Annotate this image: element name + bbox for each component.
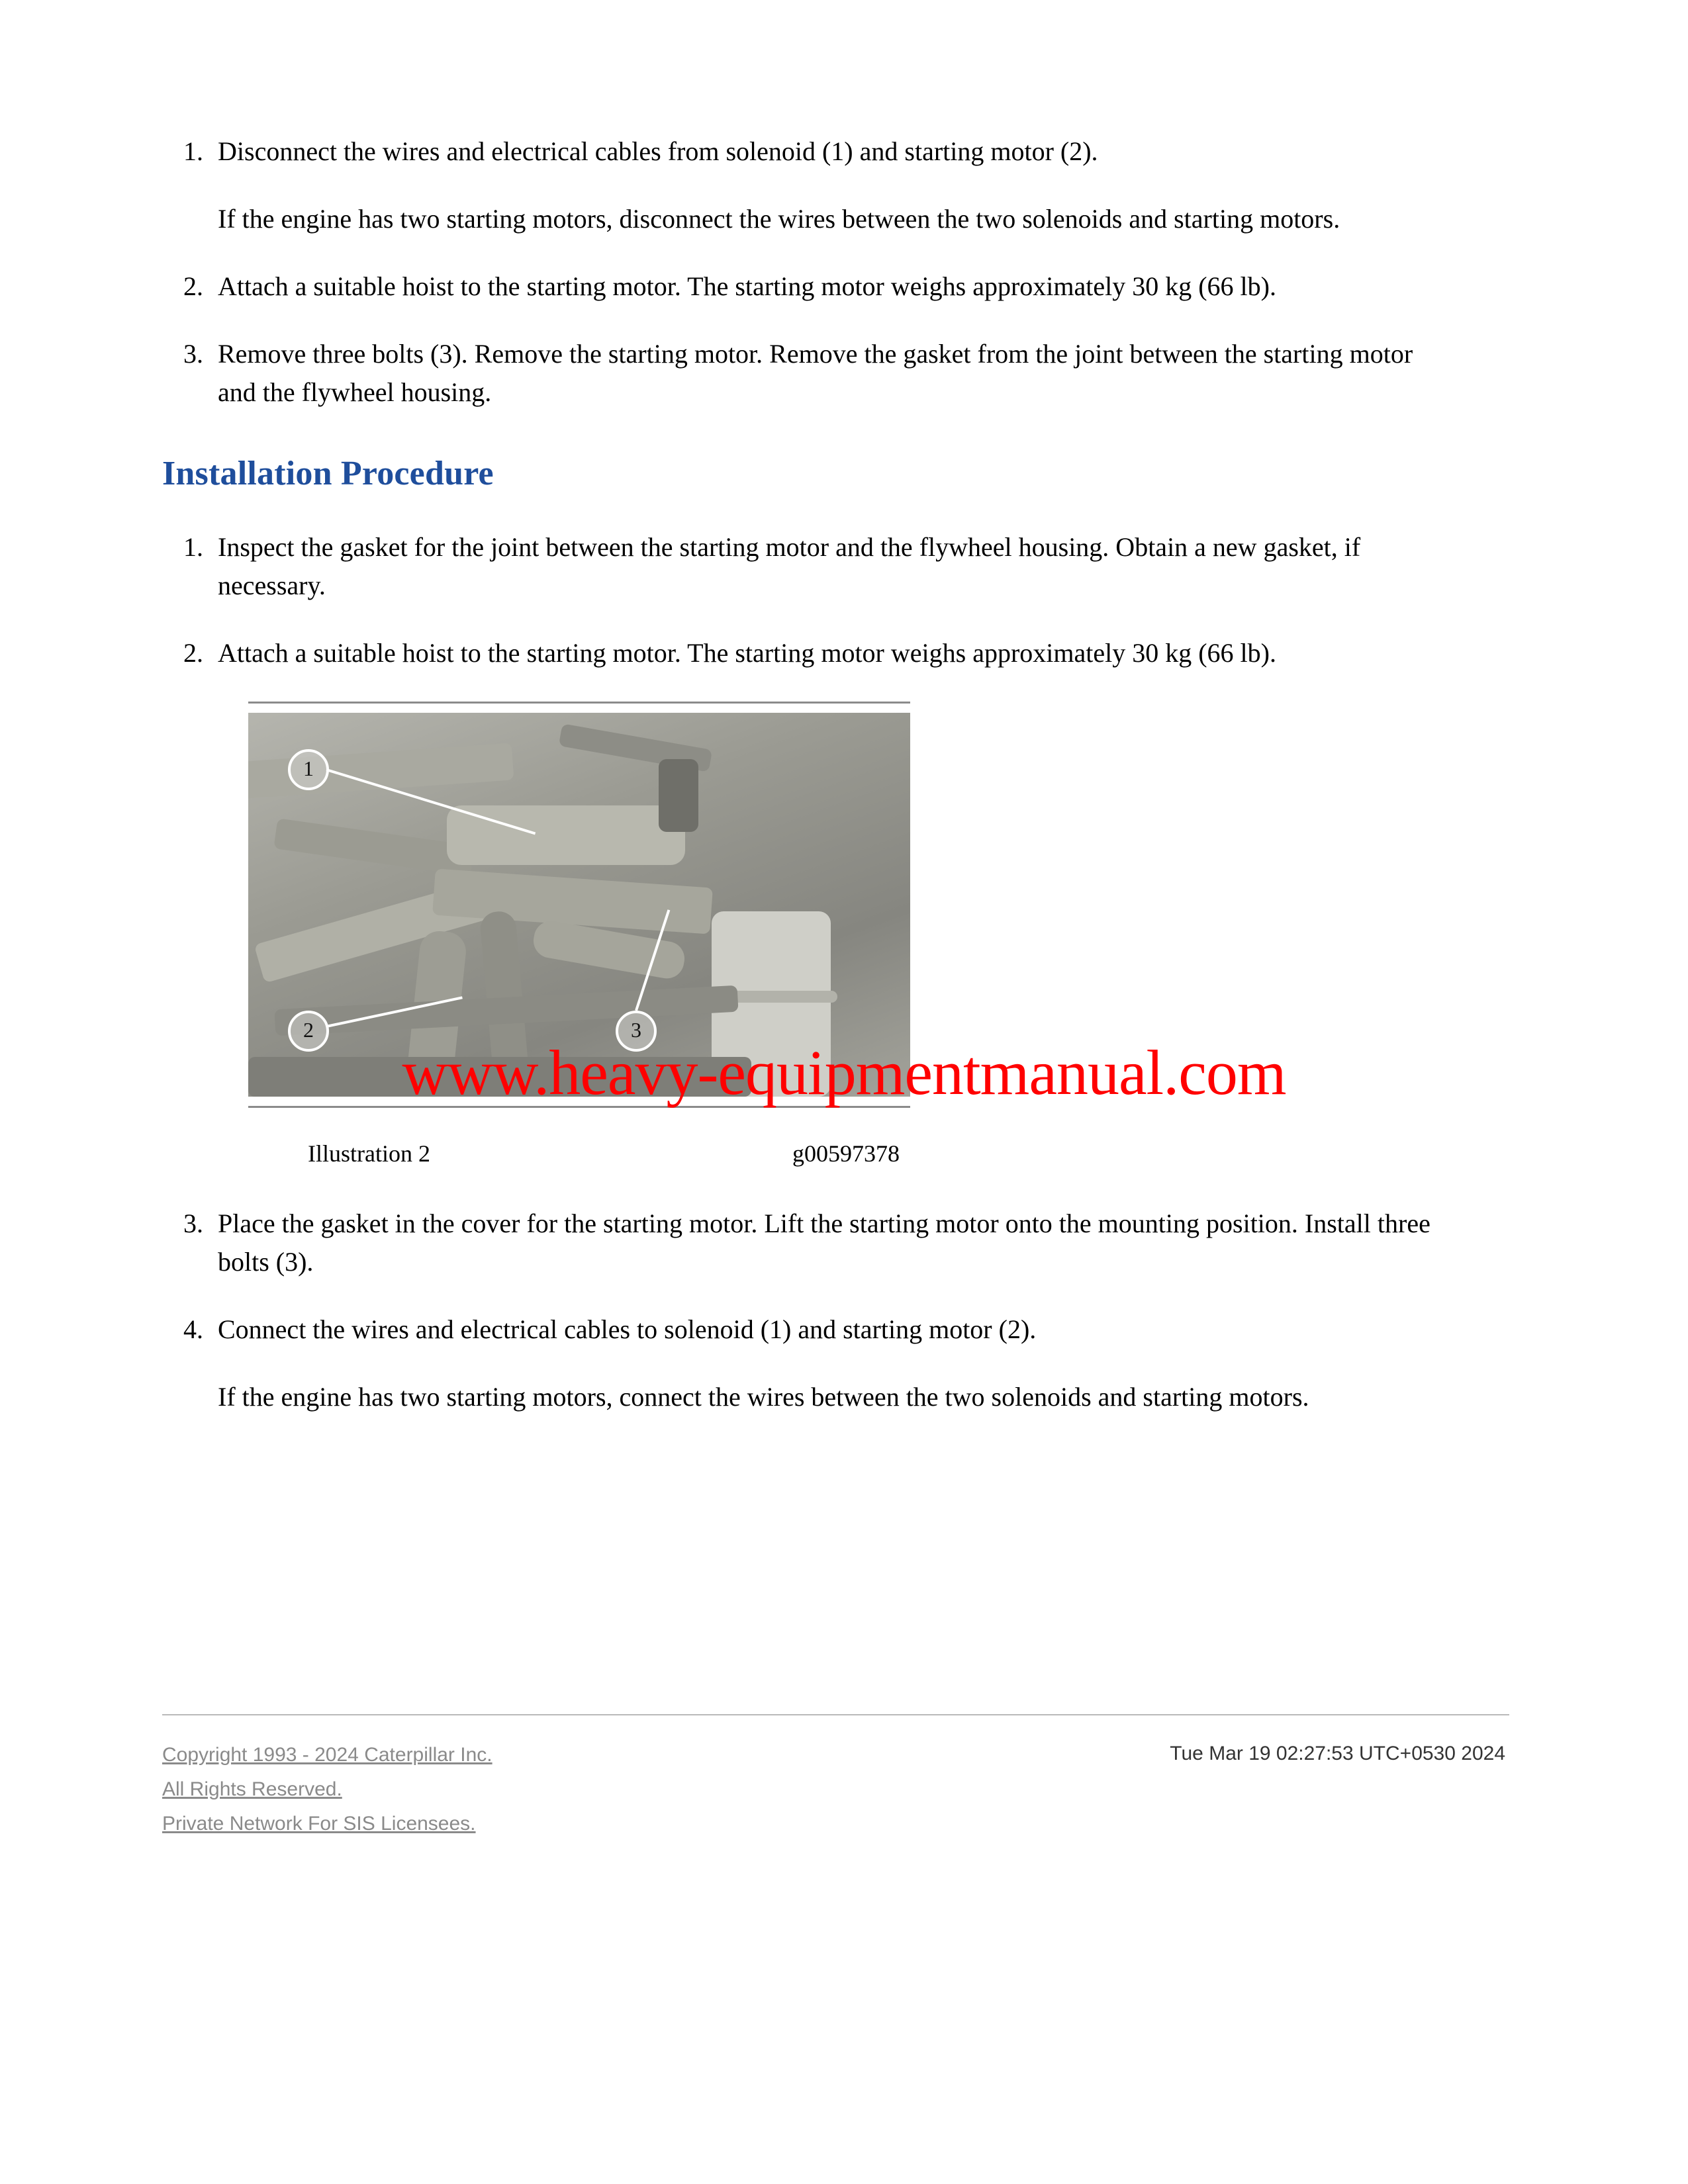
list-item-text: Attach a suitable hoist to the starting motor. The starting motor weighs approximately 30 kg (66 lb). (218, 271, 1276, 301)
list-item-text: Place the gasket in the cover for the starting motor. Lift the starting motor onto the mounting position. Install three bolts (3). (218, 1208, 1430, 1277)
document-content (162, 132, 1506, 1445)
list-item (162, 1205, 1506, 1281)
figure-graphic-id: g00597378 (792, 1140, 900, 1167)
footer-divider (162, 1714, 1509, 1715)
list-item-text: Disconnect the wires and electrical cables from solenoid (1) and starting motor (2). (218, 136, 1098, 166)
list-item-number: 3. (183, 1208, 203, 1238)
watermark-text: www.heavy-equipmentmanual.com (402, 1037, 1286, 1108)
figure-top-rule (248, 702, 910, 704)
footer-timestamp: Tue Mar 19 02:27:53 UTC+0530 2024 (1170, 1743, 1505, 1764)
list-item-text: Attach a suitable hoist to the starting motor. The starting motor weighs approximately 30 kg (66 lb). (218, 638, 1276, 668)
install-note-paragraph: If the engine has two starting motors, connect the wires between the two solenoids and starting motors. (218, 1382, 1309, 1412)
footer-links (162, 1738, 492, 1841)
list-item-number: 4. (183, 1314, 203, 1344)
list-item (162, 1310, 1506, 1349)
section-heading: Installation Procedure (162, 455, 494, 492)
footer-copyright-link[interactable]: Copyright 1993 - 2024 Caterpillar Inc. (162, 1744, 492, 1766)
figure-caption: Illustration 2 (308, 1140, 430, 1167)
list-item-number: 3. (183, 339, 203, 369)
footer-rights-link[interactable]: All Rights Reserved. (162, 1778, 342, 1800)
list-item-number: 1. (183, 532, 203, 562)
list-item-text: Connect the wires and electrical cables to solenoid (1) and starting motor (2). (218, 1314, 1037, 1344)
figure-callout-3: 3 (616, 1011, 657, 1052)
page-footer (162, 1714, 1509, 1841)
list-item-text: Remove three bolts (3). Remove the starting motor. Remove the gasket from the joint between the starting motor and the flywheel housing. (218, 339, 1413, 407)
list-item (162, 634, 1506, 672)
list-item-number: 2. (183, 638, 203, 668)
list-item (162, 132, 1506, 171)
removal-note-paragraph: If the engine has two starting motors, disconnect the wires between the two solenoids and starting motors. (218, 204, 1340, 234)
footer-network-link[interactable]: Private Network For SIS Licensees. (162, 1813, 476, 1835)
list-item (162, 335, 1506, 412)
figure-callout-2: 2 (288, 1011, 329, 1052)
list-item (162, 267, 1506, 306)
figure-caption-row (248, 1138, 910, 1169)
figure-callout-1: 1 (288, 749, 329, 790)
list-item-number: 2. (183, 271, 203, 301)
list-item-number: 1. (183, 136, 203, 166)
list-item (162, 528, 1506, 605)
list-item-text: Inspect the gasket for the joint between the starting motor and the flywheel housing. Obtain a new gasket, if necessary. (218, 532, 1361, 600)
